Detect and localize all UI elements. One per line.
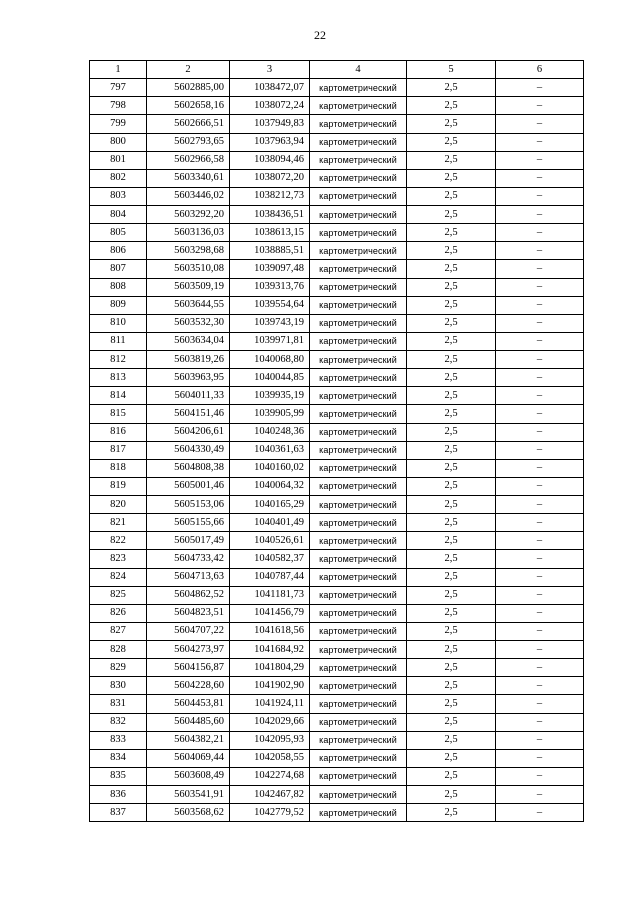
x-coordinate-cell: 5603292,20 bbox=[147, 206, 230, 224]
method-cell: картометрический bbox=[310, 767, 407, 785]
point-number-cell: 819 bbox=[90, 477, 147, 495]
method-cell: картометрический bbox=[310, 206, 407, 224]
y-coordinate-cell: 1038613,15 bbox=[230, 224, 310, 242]
note-cell: – bbox=[496, 405, 584, 423]
accuracy-cell: 2,5 bbox=[407, 97, 496, 115]
x-coordinate-cell: 5603568,62 bbox=[147, 804, 230, 822]
accuracy-cell: 2,5 bbox=[407, 622, 496, 640]
accuracy-cell: 2,5 bbox=[407, 242, 496, 260]
table-row bbox=[90, 695, 584, 713]
table-row bbox=[90, 314, 584, 332]
note-cell: – bbox=[496, 659, 584, 677]
table-row bbox=[90, 187, 584, 205]
y-coordinate-cell: 1041684,92 bbox=[230, 641, 310, 659]
x-coordinate-cell: 5604011,33 bbox=[147, 387, 230, 405]
y-coordinate-cell: 1042029,66 bbox=[230, 713, 310, 731]
note-cell: – bbox=[496, 260, 584, 278]
accuracy-cell: 2,5 bbox=[407, 115, 496, 133]
accuracy-cell: 2,5 bbox=[407, 731, 496, 749]
table-header-row bbox=[90, 61, 584, 79]
y-coordinate-cell: 1040787,44 bbox=[230, 568, 310, 586]
x-coordinate-cell: 5602885,00 bbox=[147, 79, 230, 97]
point-number-cell: 802 bbox=[90, 169, 147, 187]
note-cell: – bbox=[496, 532, 584, 550]
note-cell: – bbox=[496, 423, 584, 441]
point-number-cell: 818 bbox=[90, 459, 147, 477]
method-cell: картометрический bbox=[310, 423, 407, 441]
note-cell: – bbox=[496, 459, 584, 477]
column-header: 5 bbox=[407, 61, 496, 79]
y-coordinate-cell: 1040160,02 bbox=[230, 459, 310, 477]
x-coordinate-cell: 5603963,95 bbox=[147, 369, 230, 387]
table-row bbox=[90, 169, 584, 187]
accuracy-cell: 2,5 bbox=[407, 441, 496, 459]
note-cell: – bbox=[496, 713, 584, 731]
x-coordinate-cell: 5604069,44 bbox=[147, 749, 230, 767]
point-number-cell: 814 bbox=[90, 387, 147, 405]
method-cell: картометрический bbox=[310, 260, 407, 278]
method-cell: картометрический bbox=[310, 749, 407, 767]
note-cell: – bbox=[496, 786, 584, 804]
note-cell: – bbox=[496, 496, 584, 514]
y-coordinate-cell: 1042058,55 bbox=[230, 749, 310, 767]
table-row bbox=[90, 514, 584, 532]
note-cell: – bbox=[496, 568, 584, 586]
note-cell: – bbox=[496, 278, 584, 296]
note-cell: – bbox=[496, 477, 584, 495]
point-number-cell: 815 bbox=[90, 405, 147, 423]
accuracy-cell: 2,5 bbox=[407, 79, 496, 97]
x-coordinate-cell: 5604733,42 bbox=[147, 550, 230, 568]
x-coordinate-cell: 5604808,38 bbox=[147, 459, 230, 477]
table-row bbox=[90, 659, 584, 677]
method-cell: картометрический bbox=[310, 79, 407, 97]
note-cell: – bbox=[496, 133, 584, 151]
method-cell: картометрический bbox=[310, 586, 407, 604]
x-coordinate-cell: 5604206,61 bbox=[147, 423, 230, 441]
table-row bbox=[90, 532, 584, 550]
method-cell: картометрический bbox=[310, 332, 407, 350]
method-cell: картометрический bbox=[310, 314, 407, 332]
y-coordinate-cell: 1039905,99 bbox=[230, 405, 310, 423]
point-number-cell: 834 bbox=[90, 749, 147, 767]
y-coordinate-cell: 1040401,49 bbox=[230, 514, 310, 532]
accuracy-cell: 2,5 bbox=[407, 550, 496, 568]
point-number-cell: 805 bbox=[90, 224, 147, 242]
note-cell: – bbox=[496, 749, 584, 767]
table-row bbox=[90, 496, 584, 514]
method-cell: картометрический bbox=[310, 405, 407, 423]
y-coordinate-cell: 1040526,61 bbox=[230, 532, 310, 550]
x-coordinate-cell: 5603644,55 bbox=[147, 296, 230, 314]
note-cell: – bbox=[496, 296, 584, 314]
point-number-cell: 798 bbox=[90, 97, 147, 115]
accuracy-cell: 2,5 bbox=[407, 641, 496, 659]
x-coordinate-cell: 5604330,49 bbox=[147, 441, 230, 459]
method-cell: картометрический bbox=[310, 550, 407, 568]
x-coordinate-cell: 5604273,97 bbox=[147, 641, 230, 659]
accuracy-cell: 2,5 bbox=[407, 514, 496, 532]
accuracy-cell: 2,5 bbox=[407, 151, 496, 169]
x-coordinate-cell: 5604382,21 bbox=[147, 731, 230, 749]
point-number-cell: 801 bbox=[90, 151, 147, 169]
x-coordinate-cell: 5604713,63 bbox=[147, 568, 230, 586]
x-coordinate-cell: 5603446,02 bbox=[147, 187, 230, 205]
accuracy-cell: 2,5 bbox=[407, 405, 496, 423]
note-cell: – bbox=[496, 387, 584, 405]
note-cell: – bbox=[496, 351, 584, 369]
y-coordinate-cell: 1041804,29 bbox=[230, 659, 310, 677]
x-coordinate-cell: 5604453,81 bbox=[147, 695, 230, 713]
table-row bbox=[90, 206, 584, 224]
y-coordinate-cell: 1039554,64 bbox=[230, 296, 310, 314]
y-coordinate-cell: 1038212,73 bbox=[230, 187, 310, 205]
x-coordinate-cell: 5603532,30 bbox=[147, 314, 230, 332]
point-number-cell: 804 bbox=[90, 206, 147, 224]
point-number-cell: 827 bbox=[90, 622, 147, 640]
y-coordinate-cell: 1037949,83 bbox=[230, 115, 310, 133]
point-number-cell: 821 bbox=[90, 514, 147, 532]
method-cell: картометрический bbox=[310, 278, 407, 296]
table-row bbox=[90, 586, 584, 604]
point-number-cell: 832 bbox=[90, 713, 147, 731]
table-row bbox=[90, 278, 584, 296]
method-cell: картометрический bbox=[310, 677, 407, 695]
column-header: 2 bbox=[147, 61, 230, 79]
table-row bbox=[90, 97, 584, 115]
point-number-cell: 825 bbox=[90, 586, 147, 604]
point-number-cell: 803 bbox=[90, 187, 147, 205]
note-cell: – bbox=[496, 79, 584, 97]
page-number: 22 bbox=[314, 28, 326, 42]
point-number-cell: 797 bbox=[90, 79, 147, 97]
note-cell: – bbox=[496, 514, 584, 532]
method-cell: картометрический bbox=[310, 169, 407, 187]
table-row bbox=[90, 405, 584, 423]
note-cell: – bbox=[496, 97, 584, 115]
accuracy-cell: 2,5 bbox=[407, 532, 496, 550]
note-cell: – bbox=[496, 586, 584, 604]
x-coordinate-cell: 5605155,66 bbox=[147, 514, 230, 532]
point-number-cell: 826 bbox=[90, 604, 147, 622]
y-coordinate-cell: 1038436,51 bbox=[230, 206, 310, 224]
accuracy-cell: 2,5 bbox=[407, 749, 496, 767]
note-cell: – bbox=[496, 169, 584, 187]
accuracy-cell: 2,5 bbox=[407, 133, 496, 151]
table-row bbox=[90, 604, 584, 622]
y-coordinate-cell: 1038094,46 bbox=[230, 151, 310, 169]
table-row bbox=[90, 568, 584, 586]
method-cell: картометрический bbox=[310, 496, 407, 514]
y-coordinate-cell: 1038885,51 bbox=[230, 242, 310, 260]
note-cell: – bbox=[496, 314, 584, 332]
note-cell: – bbox=[496, 187, 584, 205]
y-coordinate-cell: 1042095,93 bbox=[230, 731, 310, 749]
note-cell: – bbox=[496, 804, 584, 822]
x-coordinate-cell: 5602658,16 bbox=[147, 97, 230, 115]
method-cell: картометрический bbox=[310, 514, 407, 532]
y-coordinate-cell: 1040582,37 bbox=[230, 550, 310, 568]
table-row bbox=[90, 786, 584, 804]
accuracy-cell: 2,5 bbox=[407, 713, 496, 731]
point-number-cell: 830 bbox=[90, 677, 147, 695]
method-cell: картометрический bbox=[310, 622, 407, 640]
point-number-cell: 820 bbox=[90, 496, 147, 514]
accuracy-cell: 2,5 bbox=[407, 260, 496, 278]
method-cell: картометрический bbox=[310, 804, 407, 822]
method-cell: картометрический bbox=[310, 369, 407, 387]
method-cell: картометрический bbox=[310, 441, 407, 459]
x-coordinate-cell: 5602966,58 bbox=[147, 151, 230, 169]
point-number-cell: 822 bbox=[90, 532, 147, 550]
method-cell: картометрический bbox=[310, 695, 407, 713]
accuracy-cell: 2,5 bbox=[407, 659, 496, 677]
y-coordinate-cell: 1039971,81 bbox=[230, 332, 310, 350]
y-coordinate-cell: 1040044,85 bbox=[230, 369, 310, 387]
y-coordinate-cell: 1040248,36 bbox=[230, 423, 310, 441]
x-coordinate-cell: 5603819,26 bbox=[147, 351, 230, 369]
y-coordinate-cell: 1041181,73 bbox=[230, 586, 310, 604]
x-coordinate-cell: 5604823,51 bbox=[147, 604, 230, 622]
point-number-cell: 824 bbox=[90, 568, 147, 586]
y-coordinate-cell: 1038072,20 bbox=[230, 169, 310, 187]
y-coordinate-cell: 1041924,11 bbox=[230, 695, 310, 713]
table-body bbox=[90, 79, 584, 822]
accuracy-cell: 2,5 bbox=[407, 332, 496, 350]
point-number-cell: 816 bbox=[90, 423, 147, 441]
table-row bbox=[90, 79, 584, 97]
method-cell: картометрический bbox=[310, 568, 407, 586]
x-coordinate-cell: 5603340,61 bbox=[147, 169, 230, 187]
note-cell: – bbox=[496, 369, 584, 387]
table-row bbox=[90, 115, 584, 133]
table-row bbox=[90, 550, 584, 568]
accuracy-cell: 2,5 bbox=[407, 786, 496, 804]
accuracy-cell: 2,5 bbox=[407, 169, 496, 187]
x-coordinate-cell: 5604485,60 bbox=[147, 713, 230, 731]
accuracy-cell: 2,5 bbox=[407, 206, 496, 224]
accuracy-cell: 2,5 bbox=[407, 767, 496, 785]
y-coordinate-cell: 1040361,63 bbox=[230, 441, 310, 459]
accuracy-cell: 2,5 bbox=[407, 568, 496, 586]
accuracy-cell: 2,5 bbox=[407, 677, 496, 695]
x-coordinate-cell: 5604862,52 bbox=[147, 586, 230, 604]
column-header: 6 bbox=[496, 61, 584, 79]
note-cell: – bbox=[496, 604, 584, 622]
accuracy-cell: 2,5 bbox=[407, 351, 496, 369]
method-cell: картометрический bbox=[310, 731, 407, 749]
point-number-cell: 807 bbox=[90, 260, 147, 278]
x-coordinate-cell: 5602666,51 bbox=[147, 115, 230, 133]
note-cell: – bbox=[496, 332, 584, 350]
accuracy-cell: 2,5 bbox=[407, 586, 496, 604]
method-cell: картометрический bbox=[310, 133, 407, 151]
accuracy-cell: 2,5 bbox=[407, 695, 496, 713]
accuracy-cell: 2,5 bbox=[407, 804, 496, 822]
table-row bbox=[90, 767, 584, 785]
table-row bbox=[90, 260, 584, 278]
note-cell: – bbox=[496, 441, 584, 459]
y-coordinate-cell: 1039743,19 bbox=[230, 314, 310, 332]
y-coordinate-cell: 1041618,56 bbox=[230, 622, 310, 640]
method-cell: картометрический bbox=[310, 641, 407, 659]
accuracy-cell: 2,5 bbox=[407, 187, 496, 205]
x-coordinate-cell: 5603509,19 bbox=[147, 278, 230, 296]
note-cell: – bbox=[496, 224, 584, 242]
point-number-cell: 828 bbox=[90, 641, 147, 659]
method-cell: картометрический bbox=[310, 459, 407, 477]
y-coordinate-cell: 1042274,68 bbox=[230, 767, 310, 785]
table-row bbox=[90, 151, 584, 169]
x-coordinate-cell: 5604707,22 bbox=[147, 622, 230, 640]
point-number-cell: 837 bbox=[90, 804, 147, 822]
table-row bbox=[90, 622, 584, 640]
y-coordinate-cell: 1041456,79 bbox=[230, 604, 310, 622]
method-cell: картометрический bbox=[310, 351, 407, 369]
table-row bbox=[90, 749, 584, 767]
point-number-cell: 810 bbox=[90, 314, 147, 332]
method-cell: картометрический bbox=[310, 97, 407, 115]
point-number-cell: 809 bbox=[90, 296, 147, 314]
note-cell: – bbox=[496, 242, 584, 260]
point-number-cell: 811 bbox=[90, 332, 147, 350]
column-header: 4 bbox=[310, 61, 407, 79]
accuracy-cell: 2,5 bbox=[407, 387, 496, 405]
method-cell: картометрический bbox=[310, 387, 407, 405]
x-coordinate-cell: 5605153,06 bbox=[147, 496, 230, 514]
point-number-cell: 800 bbox=[90, 133, 147, 151]
method-cell: картометрический bbox=[310, 713, 407, 731]
table-row bbox=[90, 713, 584, 731]
y-coordinate-cell: 1042467,82 bbox=[230, 786, 310, 804]
point-number-cell: 836 bbox=[90, 786, 147, 804]
column-header: 3 bbox=[230, 61, 310, 79]
note-cell: – bbox=[496, 151, 584, 169]
point-number-cell: 806 bbox=[90, 242, 147, 260]
accuracy-cell: 2,5 bbox=[407, 477, 496, 495]
table-row bbox=[90, 332, 584, 350]
note-cell: – bbox=[496, 115, 584, 133]
table-row bbox=[90, 459, 584, 477]
accuracy-cell: 2,5 bbox=[407, 496, 496, 514]
table-row bbox=[90, 224, 584, 242]
x-coordinate-cell: 5603136,03 bbox=[147, 224, 230, 242]
table-row bbox=[90, 641, 584, 659]
note-cell: – bbox=[496, 767, 584, 785]
note-cell: – bbox=[496, 622, 584, 640]
table-row bbox=[90, 804, 584, 822]
x-coordinate-cell: 5602793,65 bbox=[147, 133, 230, 151]
point-number-cell: 817 bbox=[90, 441, 147, 459]
y-coordinate-cell: 1040068,80 bbox=[230, 351, 310, 369]
y-coordinate-cell: 1037963,94 bbox=[230, 133, 310, 151]
y-coordinate-cell: 1039313,76 bbox=[230, 278, 310, 296]
note-cell: – bbox=[496, 695, 584, 713]
table-row bbox=[90, 441, 584, 459]
x-coordinate-cell: 5605001,46 bbox=[147, 477, 230, 495]
x-coordinate-cell: 5604228,60 bbox=[147, 677, 230, 695]
method-cell: картометрический bbox=[310, 242, 407, 260]
x-coordinate-cell: 5603298,68 bbox=[147, 242, 230, 260]
y-coordinate-cell: 1038472,07 bbox=[230, 79, 310, 97]
method-cell: картометрический bbox=[310, 224, 407, 242]
method-cell: картометрический bbox=[310, 115, 407, 133]
point-number-cell: 829 bbox=[90, 659, 147, 677]
method-cell: картометрический bbox=[310, 532, 407, 550]
accuracy-cell: 2,5 bbox=[407, 423, 496, 441]
table-row bbox=[90, 477, 584, 495]
note-cell: – bbox=[496, 731, 584, 749]
method-cell: картометрический bbox=[310, 604, 407, 622]
point-number-cell: 799 bbox=[90, 115, 147, 133]
accuracy-cell: 2,5 bbox=[407, 278, 496, 296]
table-row bbox=[90, 296, 584, 314]
y-coordinate-cell: 1041902,90 bbox=[230, 677, 310, 695]
coordinates-table bbox=[89, 60, 584, 822]
method-cell: картометрический bbox=[310, 659, 407, 677]
method-cell: картометрический bbox=[310, 187, 407, 205]
point-number-cell: 812 bbox=[90, 351, 147, 369]
accuracy-cell: 2,5 bbox=[407, 296, 496, 314]
table-row bbox=[90, 731, 584, 749]
point-number-cell: 833 bbox=[90, 731, 147, 749]
x-coordinate-cell: 5603510,08 bbox=[147, 260, 230, 278]
y-coordinate-cell: 1040064,32 bbox=[230, 477, 310, 495]
method-cell: картометрический bbox=[310, 151, 407, 169]
accuracy-cell: 2,5 bbox=[407, 314, 496, 332]
x-coordinate-cell: 5605017,49 bbox=[147, 532, 230, 550]
table-row bbox=[90, 351, 584, 369]
y-coordinate-cell: 1039935,19 bbox=[230, 387, 310, 405]
point-number-cell: 808 bbox=[90, 278, 147, 296]
x-coordinate-cell: 5603634,04 bbox=[147, 332, 230, 350]
y-coordinate-cell: 1039097,48 bbox=[230, 260, 310, 278]
x-coordinate-cell: 5604156,87 bbox=[147, 659, 230, 677]
point-number-cell: 823 bbox=[90, 550, 147, 568]
point-number-cell: 831 bbox=[90, 695, 147, 713]
point-number-cell: 813 bbox=[90, 369, 147, 387]
table-row bbox=[90, 369, 584, 387]
table-row bbox=[90, 133, 584, 151]
note-cell: – bbox=[496, 677, 584, 695]
y-coordinate-cell: 1038072,24 bbox=[230, 97, 310, 115]
accuracy-cell: 2,5 bbox=[407, 369, 496, 387]
table-row bbox=[90, 387, 584, 405]
note-cell: – bbox=[496, 641, 584, 659]
accuracy-cell: 2,5 bbox=[407, 459, 496, 477]
y-coordinate-cell: 1042779,52 bbox=[230, 804, 310, 822]
table-row bbox=[90, 242, 584, 260]
column-header: 1 bbox=[90, 61, 147, 79]
method-cell: картометрический bbox=[310, 477, 407, 495]
x-coordinate-cell: 5604151,46 bbox=[147, 405, 230, 423]
table-row bbox=[90, 677, 584, 695]
table-row bbox=[90, 423, 584, 441]
y-coordinate-cell: 1040165,29 bbox=[230, 496, 310, 514]
method-cell: картометрический bbox=[310, 786, 407, 804]
accuracy-cell: 2,5 bbox=[407, 224, 496, 242]
point-number-cell: 835 bbox=[90, 767, 147, 785]
note-cell: – bbox=[496, 206, 584, 224]
note-cell: – bbox=[496, 550, 584, 568]
method-cell: картометрический bbox=[310, 296, 407, 314]
x-coordinate-cell: 5603608,49 bbox=[147, 767, 230, 785]
accuracy-cell: 2,5 bbox=[407, 604, 496, 622]
x-coordinate-cell: 5603541,91 bbox=[147, 786, 230, 804]
